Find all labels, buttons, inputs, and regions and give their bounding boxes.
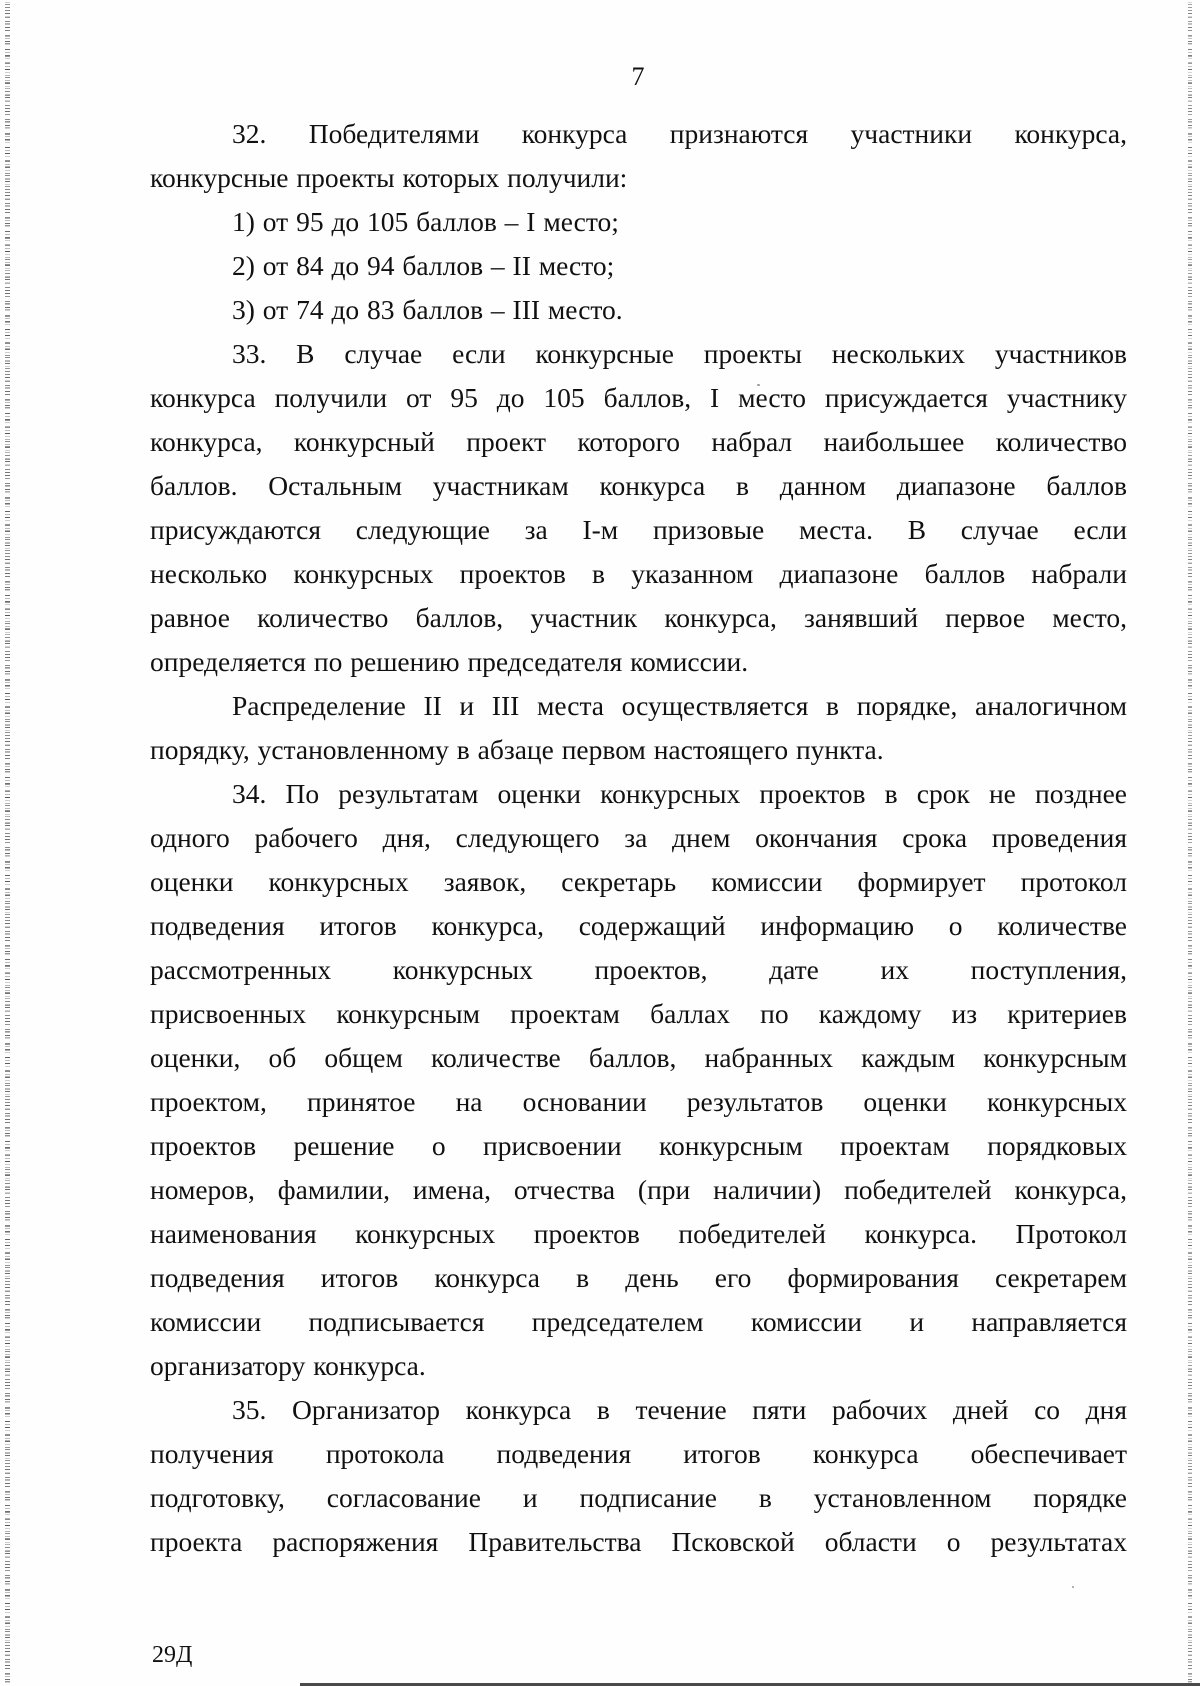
text-line: определяется по решению председателя комиссии. [150,646,749,677]
text-line: организатору конкурса. [150,1350,426,1381]
text-line: получения протокола подведения итогов конкурса обеспечивает [150,1438,1127,1469]
text-line: подведения итогов конкурса, содержащий информацию о количестве [150,910,1127,941]
paragraph-35 [150,1388,1127,1564]
text-line: присуждаются следующие за I-м призовые места. В случае если [150,514,1127,545]
text-line: 1) от 95 до 105 баллов – I место; [232,206,619,237]
list-item-2 [150,244,1127,288]
page-number: 7 [631,62,646,91]
text-line: конкурсные проекты которых получили: [150,162,628,193]
text-line: 34. По результатам оценки конкурсных проектов в срок не позднее [232,778,1127,809]
text-line: конкурса, конкурсный проект которого набрал наибольшее количество [150,426,1127,457]
document-body [150,112,1127,1564]
text-line: подведения итогов конкурса в день его формирования секретарем [150,1262,1127,1293]
text-line: рассмотренных конкурсных проектов, дате их поступления, [150,954,1127,985]
text-line: равное количество баллов, участник конкурса, занявший первое место, [150,602,1127,633]
text-line: 3) от 74 до 83 баллов – III место. [232,294,623,325]
text-line: порядку, установленному в абзаце первом настоящего пункта. [150,734,884,765]
text-line: конкурса получили от 95 до 105 баллов, I место присуждается участнику [150,382,1127,413]
text-line: 33. В случае если конкурсные проекты нескольких участников [232,338,1127,369]
text-line: оценки, об общем количестве баллов, набранных каждым конкурсным [150,1042,1127,1073]
text-line: присвоенных конкурсным проектам баллах по каждому из критериев [150,998,1127,1029]
list-item-3 [150,288,1127,332]
text-line: оценки конкурсных заявок, секретарь комиссии формирует протокол [150,866,1127,897]
scan-noise-left-edge [5,0,10,1686]
text-line: Распределение II и III места осуществляется в порядке, аналогичном [232,690,1127,721]
text-line: проекта распоряжения Правительства Псковской области о результатах [150,1526,1127,1557]
text-line: одного рабочего дня, следующего за днем окончания срока проведения [150,822,1127,853]
text-line: 35. Организатор конкурса в течение пяти рабочих дней со дня [232,1394,1127,1425]
scan-noise-right-edge [1188,0,1192,1686]
text-line: 2) от 84 до 94 баллов – II место; [232,250,615,281]
text-line: номеров, фамилии, имена, отчества (при наличии) победителей конкурса, [150,1174,1127,1205]
text-line: комиссии подписывается председателем комиссии и направляется [150,1306,1127,1337]
paragraph-34 [150,772,1127,1388]
list-item-1 [150,200,1127,244]
text-line: подготовку, согласование и подписание в установленном порядке [150,1482,1127,1513]
paragraph-33 [150,332,1127,684]
page-footer-code: 29Д [152,1642,193,1668]
text-line: проектов решение о присвоении конкурсным проектам порядковых [150,1130,1127,1161]
text-line: наименования конкурсных проектов победителей конкурса. Протокол [150,1218,1127,1249]
text-line: 32. Победителями конкурса признаются участники конкурса, [232,118,1127,149]
text-line: несколько конкурсных проектов в указанном диапазоне баллов набрали [150,558,1127,589]
text-line: баллов. Остальным участникам конкурса в данном диапазоне баллов [150,470,1127,501]
paragraph-33-2 [150,684,1127,772]
paragraph-32 [150,112,1127,200]
scan-speck [1072,1586,1074,1588]
text-line: проектом, принятое на основании результатов оценки конкурсных [150,1086,1127,1117]
